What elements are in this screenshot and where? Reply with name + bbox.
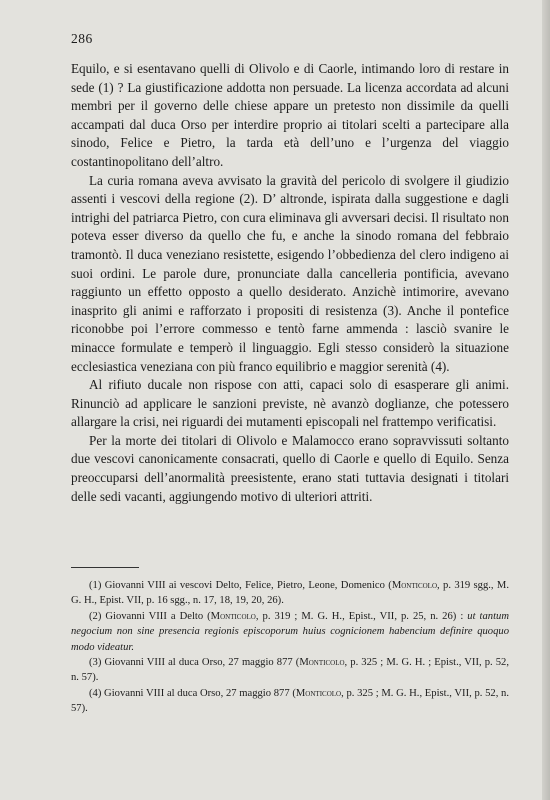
scan-edge bbox=[542, 0, 550, 800]
footnote-1-text: (1) Giovanni VIII ai vescovi Delto, Felice, Pietro, Leone, Domenico ( bbox=[89, 580, 392, 591]
paragraph-3: Al rifiuto ducale non rispose con atti, capaci solo di esasperare gli animi. Rinunciò ad applicare le sanzioni previste, nè avanzò doglianze, che potessero allargare la crisi, nei riguardi dei mutamenti episcopali nel frattempo verificatisi. bbox=[71, 377, 509, 430]
footnote-4-author: Monticolo bbox=[295, 687, 342, 699]
footnote-1 bbox=[71, 578, 509, 609]
footnote-separator bbox=[71, 567, 139, 568]
footnote-1-author: Monticolo bbox=[391, 580, 438, 591]
footnote-2 bbox=[71, 609, 509, 655]
footnote-3-tail: , p. 325 ; M. G. H. ; Epist., VII, p. 52, n. 57). bbox=[71, 657, 509, 684]
footnote-3-text: (3) Giovanni VIII al duca Orso, 27 maggio 877 ( bbox=[89, 657, 300, 669]
paragraph-2: La curia romana aveva avvisato la gravità del pericolo di svolgere il giudizio assenti i vescovi della regione (2). D’ altronde, ispirata dalla suggestione e dagli intrighi del patriarca Pietro, con cura eliminava gli avversari decisi. Il risultato non poteva esser diverso da quello che fu, e anche la sinodo romana del febbraio tramontò. Il duca veneziano resistette, esigendo l’obbedienza del clero indigeno ai suoi ordini. Le parole dure, pronunciate dalla cancelleria pontificia, avevano raggiunto un effetto opposto a quello desiderato. Anzichè intimorire, avevano inasprito gli animi e rafforzato i propositi di resistenza (3). Anche il pontefice riconobbe poi l’errore commesso e tentò farne ammenda : lasciò svanire le minacce formulate e temperò il linguaggio. Egli stesso considerò la situazione ecclesiastica veneziana con più franco equilibrio e maggior serenità (4). bbox=[71, 172, 509, 374]
footnote-2-mid: , p. 319 ; M. G. H., Epist., VII, p. 25, n. 26) : bbox=[255, 610, 468, 622]
body-text bbox=[71, 60, 509, 506]
footnote-1-tail: , p. 319 sgg., M. G. H., Epist. VII, p. 16 sgg., n. 17, 18, 19, 20, 26). bbox=[71, 580, 509, 607]
footnote-4 bbox=[71, 686, 509, 717]
footnote-2-quote: ut tantum negocium non sine presencia regionis episcoporum huius cognicionem habencium definire quoquo modo videatur. bbox=[71, 610, 509, 653]
paragraph-1: Equilo, e si esentavano quelli di Olivolo e di Caorle, intimando loro di restare in sede (1) ? La giustificazione addotta non persuade. La licenza accordata ad alcuni membri per il governo delle chiese appare un pretesto non dissimile da quelli accampati dal duca Orso per interdire proprio ai titolari scelti a partecipare alla sinodo, Felice e Pietro, la tarda età dell’uno e l’urgenza del viaggio costantinopolitano dell’altro. bbox=[71, 61, 509, 169]
page-number: 286 bbox=[71, 31, 93, 46]
footnotes bbox=[71, 578, 509, 717]
footnote-2-text: (2) Giovanni VIII a Delto ( bbox=[89, 610, 211, 622]
footnote-2-author: Monticolo bbox=[210, 610, 256, 622]
footnote-3 bbox=[71, 655, 509, 686]
paragraph-4: Per la morte dei titolari di Olivolo e Malamocco erano sopravvissuti soltanto due vescovi canonicamente consacrati, quello di Caorle e quello di Equilo. Senza preoccuparsi dell’anormalità preesistente, erano stati tuttavia designati i titolari delle sedi vacanti, aggiungendo motivo di ulteriori attriti. bbox=[71, 432, 509, 504]
footnote-4-text: (4) Giovanni VIII al duca Orso, 27 maggio 877 ( bbox=[89, 687, 296, 699]
footnote-4-tail: , p. 325 ; M. G. H., Epist., VII, p. 52, n. 57). bbox=[71, 687, 510, 715]
footnote-3-author: Monticolo bbox=[299, 657, 345, 669]
